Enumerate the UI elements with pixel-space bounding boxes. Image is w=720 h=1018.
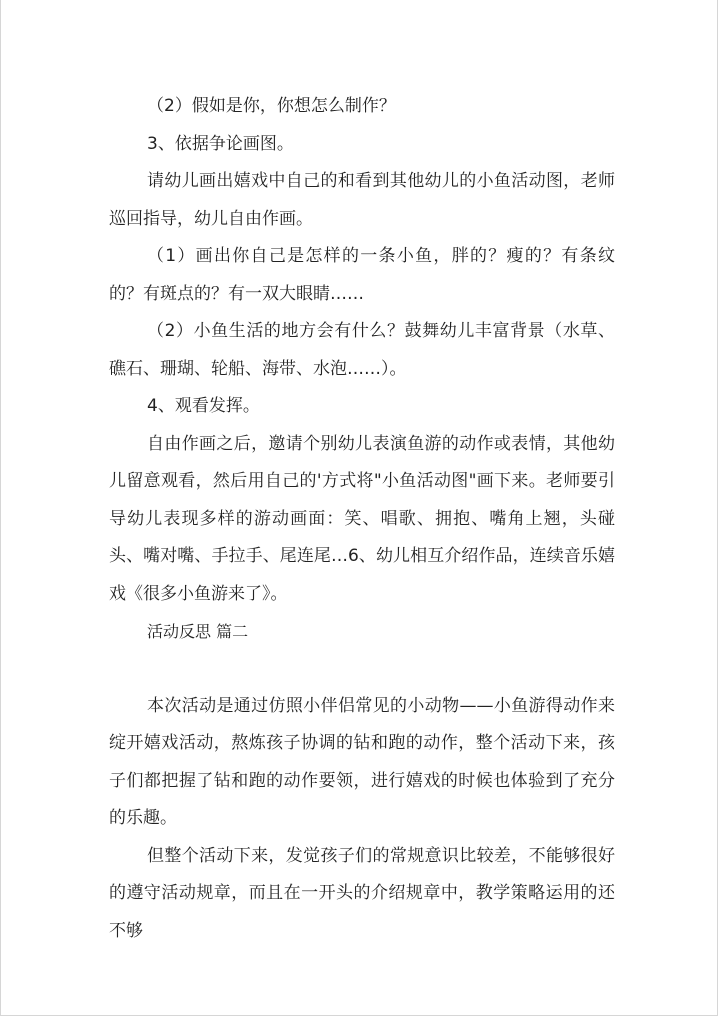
paragraph: 本次活动是通过仿照小伴侣常见的小动物——小鱼游得动作来绽开嬉戏活动，熬炼孩子协调的钻和跑的动作，整个活动下来，孩子们都把握了钻和跑的动作要领，进行嬉戏的时候也体验到了充分的乐趣。	[109, 695, 615, 828]
blank-line	[109, 651, 615, 688]
paragraph: （2）小鱼生活的地方会有什么？鼓舞幼儿丰富背景（水草、礁石、珊瑚、轮船、海带、水泡……）。	[109, 321, 615, 379]
paragraph: 4、观看发挥。	[147, 396, 260, 416]
paragraph: （2）假如是你，你想怎么制作？	[147, 96, 396, 116]
document-body	[109, 88, 615, 950]
paragraph: 自由作画之后，邀请个别幼儿表演鱼游的动作或表情，其他幼儿留意观看，然后用自己的'方式将"小鱼活动图"画下来。老师要引导幼儿表现多样的游动画面：笑、唱歌、拥抱、嘴角上翘，头碰头、嘴对嘴、手拉手、尾连尾…6、幼儿相互介绍作品，连续音乐嬉戏《很多小鱼游来了》。	[109, 433, 615, 604]
paragraph: 但整个活动下来，发觉孩子们的常规意识比较差，不能够很好的遵守活动规章，而且在一开头的介绍规章中，教学策略运用的还不够	[109, 845, 615, 941]
section-heading: 活动反思 篇二	[147, 622, 249, 641]
paragraph: 3、依据争论画图。	[147, 133, 294, 154]
paragraph: 请幼儿画出嬉戏中自己的和看到其他幼儿的小鱼活动图，老师巡回指导，幼儿自由作画。	[109, 171, 615, 229]
paragraph: （1）画出你自己是怎样的一条小鱼，胖的？瘦的？有条纹的？有斑点的？有一双大眼睛……	[109, 246, 615, 304]
